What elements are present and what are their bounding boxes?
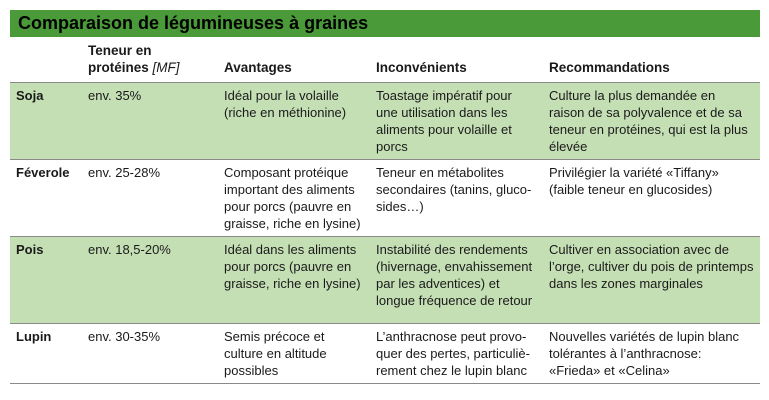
recommendations-cell: Nouvelles variétés de lupin blanc tolérantes à l’anthracnose: «Frieda» et «Celina» <box>543 324 760 384</box>
crop-name: Pois <box>10 237 82 324</box>
disadvantages-cell: Teneur en métabolites secondaires (tanins, glucosides…) <box>370 160 543 237</box>
advantages-cell: Idéal dans les aliments pour porcs (pauvre en graisse, riche en lysine) <box>218 237 370 324</box>
legume-comparison-table <box>10 40 760 384</box>
header-protein <box>82 40 218 83</box>
crop-name: Lupin <box>10 324 82 384</box>
recommendations-cell: Privilégier la variété «Tiffany» (faible teneur en glucosides) <box>543 160 760 237</box>
disadvantages-cell: L’anthracnose peut provoquer des pertes, particulièrement chez le lupin blanc <box>370 324 543 384</box>
table-title: Comparaison de légumineuses à graines <box>10 10 760 37</box>
protein-value: env. 35% <box>82 83 218 160</box>
recommendations-cell: Cultiver en association avec de l’orge, cultiver du pois de printemps dans les zones marginales <box>543 237 760 324</box>
protein-value: env. 18,5-20% <box>82 237 218 324</box>
advantages-cell: Idéal pour la volaille (riche en méthionine) <box>218 83 370 160</box>
header-row <box>10 40 760 83</box>
recommendations-cell: Culture la plus demandée en raison de sa polyvalence et de sa teneur en protéines, qui est la plus élevée <box>543 83 760 160</box>
table-row <box>10 83 760 160</box>
crop-name: Féverole <box>10 160 82 237</box>
disadvantages-cell: Instabilité des rendements (hivernage, envahissement par les adventices) et longue fréquence de retour <box>370 237 543 324</box>
protein-value: env. 30-35% <box>82 324 218 384</box>
advantages-cell: Semis précoce et culture en altitude possibles <box>218 324 370 384</box>
crop-name: Soja <box>10 83 82 160</box>
header-protein-line2: protéines <box>88 60 149 75</box>
table-row <box>10 160 760 237</box>
header-disadvantages: Inconvénients <box>376 60 467 75</box>
header-protein-line1: Teneur en <box>88 43 152 58</box>
header-crop <box>10 40 82 83</box>
table-row <box>10 324 760 384</box>
header-recommendations: Recommandations <box>549 60 670 75</box>
protein-value: env. 25-28% <box>82 160 218 237</box>
disadvantages-cell: Toastage impératif pour une utilisation dans les aliments pour volaille et porcs <box>370 83 543 160</box>
table-row <box>10 237 760 324</box>
header-protein-unit: [MF] <box>152 60 180 75</box>
advantages-cell: Composant protéique important des aliments pour porcs (pauvre en graisse, riche en lysine) <box>218 160 370 237</box>
header-advantages: Avantages <box>224 60 292 75</box>
